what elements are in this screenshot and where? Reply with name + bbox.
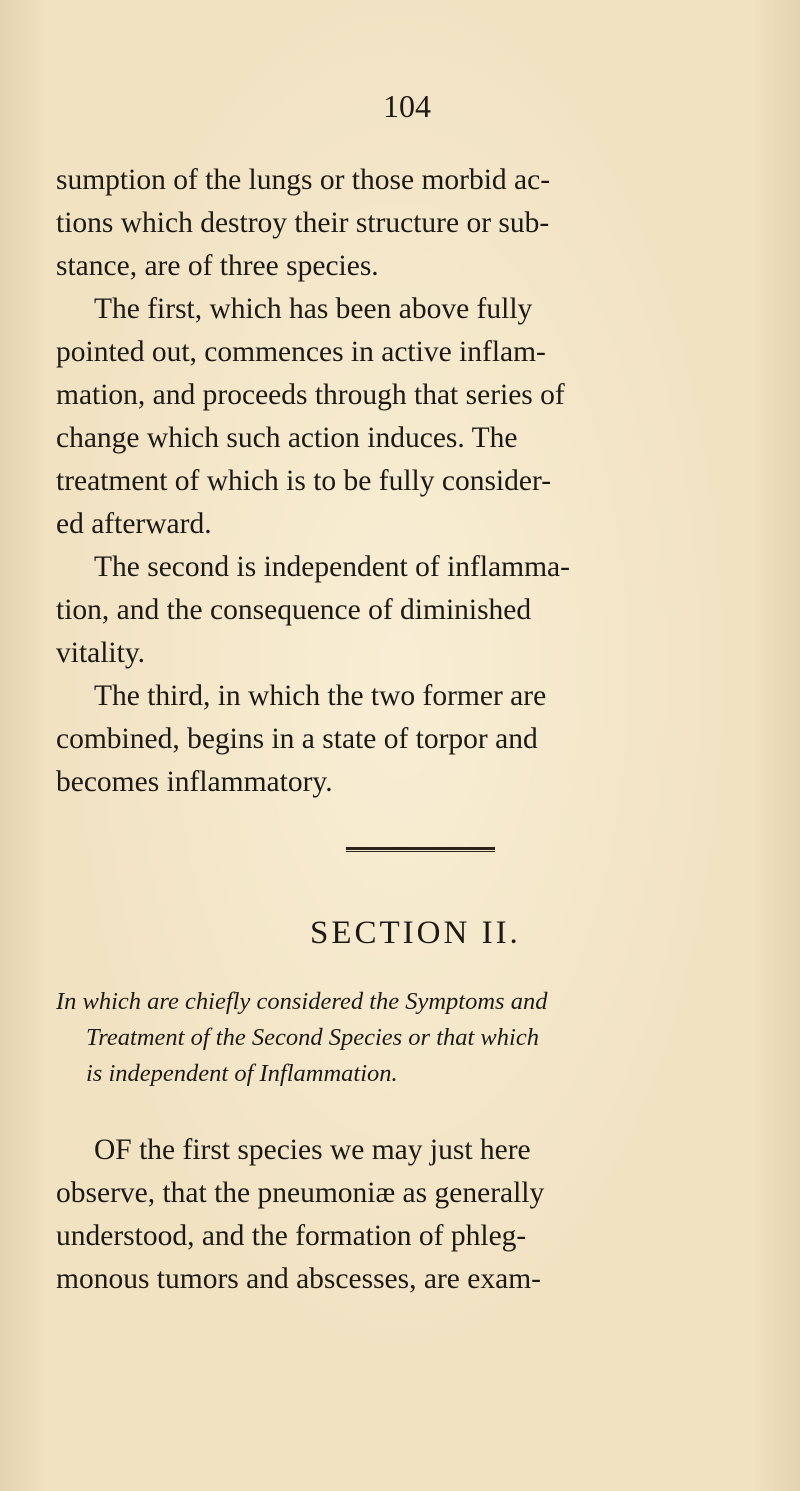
text-line: treatment of which is to be fully consider- [56, 465, 552, 497]
text-line: mation, and proceeds through that series of [56, 379, 565, 411]
text-line: tions which destroy their structure or sub- [56, 207, 550, 239]
text-line: The first, which has been above fully [94, 293, 533, 325]
text-line: ed afterward. [56, 508, 212, 540]
text-line: becomes inflammatory. [56, 766, 333, 798]
text-line: observe, that the pneumoniæ as generally [56, 1177, 545, 1209]
text-line: sumption of the lungs or those morbid ac- [56, 164, 551, 196]
text-line: combined, begins in a state of torpor and [56, 723, 538, 755]
text-line: pointed out, commences in active inflam- [56, 336, 546, 368]
subtitle-line: is independent of Inflammation. [86, 1060, 398, 1087]
text-line: monous tumors and abscesses, are exam- [56, 1263, 541, 1295]
text-line: stance, are of three species. [56, 250, 379, 282]
text-line: vitality. [56, 637, 146, 669]
page-number: 104 [383, 88, 431, 124]
section-divider-rule [346, 847, 495, 852]
text-line: change which such action induces. The [56, 422, 518, 454]
subtitle-line: In which are chiefly considered the Symptoms and [56, 988, 548, 1015]
text-line: The third, in which the two former are [94, 680, 547, 712]
subtitle-line: Treatment of the Second Species or that which [86, 1024, 539, 1051]
text-line: The second is independent of inflamma- [94, 551, 570, 583]
text-line: OF the first species we may just here [94, 1134, 531, 1166]
text-line: understood, and the formation of phleg- [56, 1220, 527, 1252]
section-heading: SECTION II. [310, 915, 521, 951]
text-line: tion, and the consequence of diminished [56, 594, 532, 626]
